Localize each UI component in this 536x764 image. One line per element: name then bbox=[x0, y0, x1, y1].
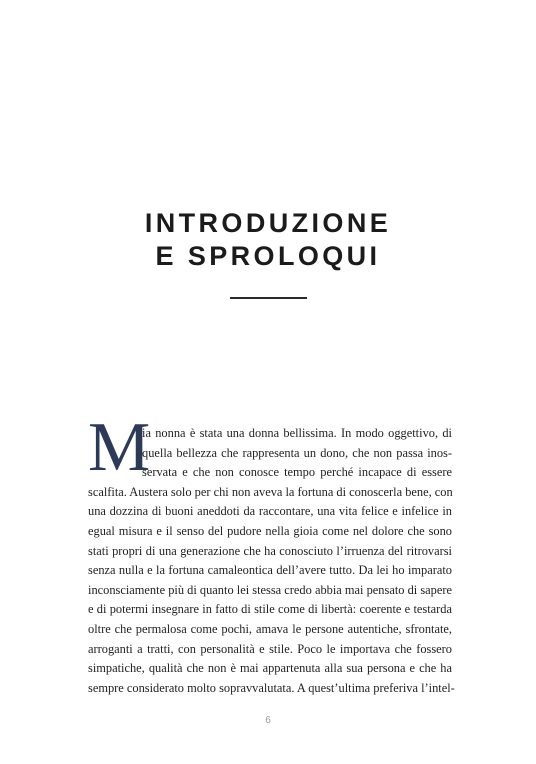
body-line: stati propri di una generazione che ha conosciuto l’irruenza del ritrovarsi bbox=[88, 543, 452, 558]
body-line: egual misura e il senso del pudore nella gioia come nel dolore che sono bbox=[88, 523, 452, 538]
body-line: quella bellezza che rappresenta un dono, che non passa inos- bbox=[142, 445, 452, 460]
drop-cap: M bbox=[88, 409, 151, 486]
body-line: simpatiche, qualità che non è mai appartenuta alla sua persona e che ha bbox=[88, 661, 452, 676]
body-line: servata e che non conosce tempo perché incapace di essere bbox=[142, 465, 452, 480]
title-divider bbox=[230, 297, 307, 299]
page-number: 6 bbox=[265, 715, 271, 726]
body-line: oltre che permalosa come pochi, amava le persone autentiche, sfrontate, bbox=[88, 621, 452, 636]
body-line: scalfita. Austera solo per chi non aveva la fortuna di conoscerla bene, con bbox=[88, 484, 453, 499]
body-line: senza nulla e la fortuna camaleontica dell’avere tutto. Da lei ho imparato bbox=[88, 563, 452, 578]
body-line: arroganti a tratti, con personalità e stile. Poco le importava che fossero bbox=[88, 641, 452, 656]
body-paragraph bbox=[88, 424, 455, 698]
chapter-title bbox=[0, 207, 536, 273]
body-line: ia nonna è stata una donna bellissima. In modo oggettivo, di bbox=[142, 426, 452, 440]
body-line: inconsciamente più di quanto lei stessa credo abbia mai pensato di sapere bbox=[88, 582, 452, 597]
body-line: sempre considerato molto sopravvalutata. A quest’ultima preferiva l’intel- bbox=[88, 680, 455, 695]
chapter-title-line-1: INTRODUZIONE bbox=[144, 208, 392, 238]
body-line: e di potermi insegnare in fatto di stile come di libertà: coerente e testarda bbox=[88, 602, 452, 617]
chapter-title-line-2: E SPROLOQUI bbox=[155, 241, 381, 271]
body-line: una dozzina di buoni aneddoti da raccontare, una vita felice e infelice in bbox=[88, 504, 452, 519]
